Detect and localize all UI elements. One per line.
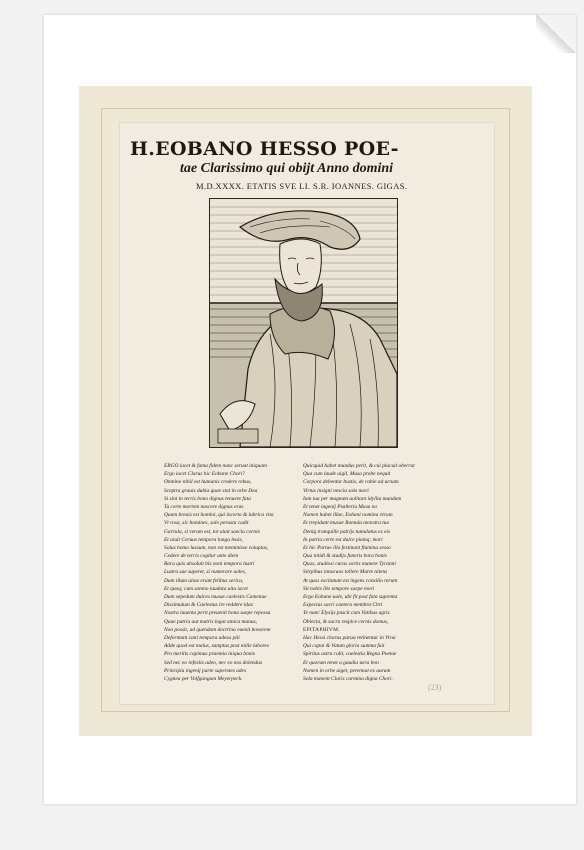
poem-line: Dissimulum & Caelestus ire reddere idas [164, 602, 253, 609]
title-line-2: tae Clarissimo qui obijt Anno domini [180, 161, 394, 176]
poem-line: Nomen in orbe uiget, perennat ex aurum [303, 667, 391, 674]
poem-line: Qui caput & Vatum gloria summa fuit [303, 643, 385, 650]
poem-right-column [303, 462, 453, 683]
pencil-note: (23) [428, 683, 442, 692]
poem-line: Iam tua per magnum uolitant idyllia mundum [303, 495, 402, 502]
poem-line: Spiritus astra colit, caelestia Regna Poetae [303, 651, 397, 658]
poem-line: Hac Hessi chorus parua retinentur in Vrna [303, 634, 396, 641]
poem-line: Sceptra grauis dubia quae stat in orbe Dea [164, 487, 258, 494]
poem-line: Et tenet ingenij Psalteria Musa no [303, 503, 378, 510]
poem-line: EPITAPHIVM. [303, 626, 340, 633]
poem-line: Garrula, si verum est, tot uiuit saecla cornix [164, 528, 260, 535]
poem-line: Et quoq; cum somno laudata uita iacet [164, 585, 248, 592]
poem-line: Et trepidant musae Romula monstra tuo [303, 520, 390, 527]
poem-line: Solus homo lussum, non est meminisse voluptas, [164, 544, 269, 551]
poem-line: Ta certe mortem nascere dignus eras [164, 503, 244, 510]
poem-line: Nostra iuuenta perit preuenit bona saepe repossa [164, 610, 271, 617]
poem-line: Stirpibus innocuos tollere Marte nitens [303, 569, 388, 576]
poem-line: Adde quod est malus, sumptus post mille labores [164, 643, 269, 650]
poem-line: Deformant cani tempora adesa pili [164, 634, 240, 641]
poem-line: Et hic Portae illo festinant flumina sesso [303, 544, 391, 551]
portrait-illustration [210, 199, 397, 447]
poem-line: Rara quis absoluit bis noni tempora lustri [164, 561, 255, 568]
poem-line: Et uiuit Ceruus tempora longa leuis, [164, 536, 243, 543]
poem-line: Te nunc Elysijs pascit cum Vatibus agris [303, 610, 390, 617]
poem-line: Ergo Eobane uale, ubi fit post fata suprema [303, 594, 398, 600]
poem-line: Vt rosa, sic homines, sole perusta cadit [164, 520, 249, 527]
poem-line: Lustra sue superet, si numerare uoles, [164, 569, 247, 576]
title-line-1: H.EOBANO HESSO POE- [130, 138, 399, 160]
poem-line: Qua nitidi & studijs funeris bora bonis [303, 553, 387, 560]
poem-line: Cedere de terris cogitur ante diem [164, 553, 239, 560]
poem-line: Ergo iacet Clarus hic Eobane Chori? [164, 471, 245, 478]
poem-line: At quos excitatum est ingens consilio rerum [303, 577, 398, 584]
poem-line: Sed nec eo infeslix adeo, nec eo nos dolendus [164, 659, 263, 666]
poem-line: Nomen habet illae, Eobani nomina rerum [303, 512, 393, 519]
poem-line: Si sint in terris bono dignus tenuere fata [164, 495, 251, 502]
poem-line: Principia ingenij parte superstes ades [164, 667, 247, 674]
title-line-3: M.D.XXXX. ETATIS SVE LI. S.R. IOANNES. GIGAS. [196, 181, 408, 191]
poem-left-column [164, 462, 314, 683]
poem-line: Dum illum uitae erant felibus serica, [164, 577, 244, 584]
poem-line: Expectas sacri caetera membra Chri [303, 602, 383, 609]
poem-line: Sola manent Claris carmina digna Chori. [303, 675, 393, 682]
poem-line: ERGO iacet & fama fidem nunc seruat iniquam [164, 463, 267, 469]
poem-line: Qua cum laude uigil, Musa probe nequit [303, 471, 391, 478]
page-curl [536, 15, 576, 53]
poem-line: Quam breuis est homini, qui incerta & lubrica vita [164, 512, 274, 519]
poem-line: Corpora debentur bustis, de rabie ad urnam [303, 479, 399, 486]
poem-line: Omnino nihil est humanis credere rebus, [164, 479, 252, 486]
poem-line: Cygnea per Volfgangum Meyerpeck. [164, 675, 243, 682]
poem-line: Oblecta, & sacra respice cernis domus, [303, 618, 389, 625]
poem-line: Pro meritis capimus praemia iniqua bonis [164, 651, 255, 658]
poem-line: Quos, studiosi curas sortis munere Tyranni [303, 561, 396, 568]
poem-line: In patria certe est dulce piumq; mori [303, 536, 383, 543]
poem-line: Quae patria aut matris legat amica manus, [164, 618, 257, 625]
poem-line: Et quorum tenet a gaudia uera bon [303, 659, 379, 666]
poem-line: Non possit, ad quendam doctrina euenit honorem [164, 626, 271, 633]
poem-line: Dum sepedum dulces musae caelestis Camenae [164, 594, 267, 600]
poem-line: Quicquid habet mundus perit, & cui placuit oberrat [303, 463, 415, 469]
poem-line: Sit nobis illo tempore saepe mori [303, 585, 375, 592]
poem-line: Denig tranquille patrijs tumulatus es eis [303, 528, 390, 535]
poem-line: Virtus insigni nescia sola mori [303, 487, 369, 494]
woodcut-portrait [209, 198, 398, 448]
